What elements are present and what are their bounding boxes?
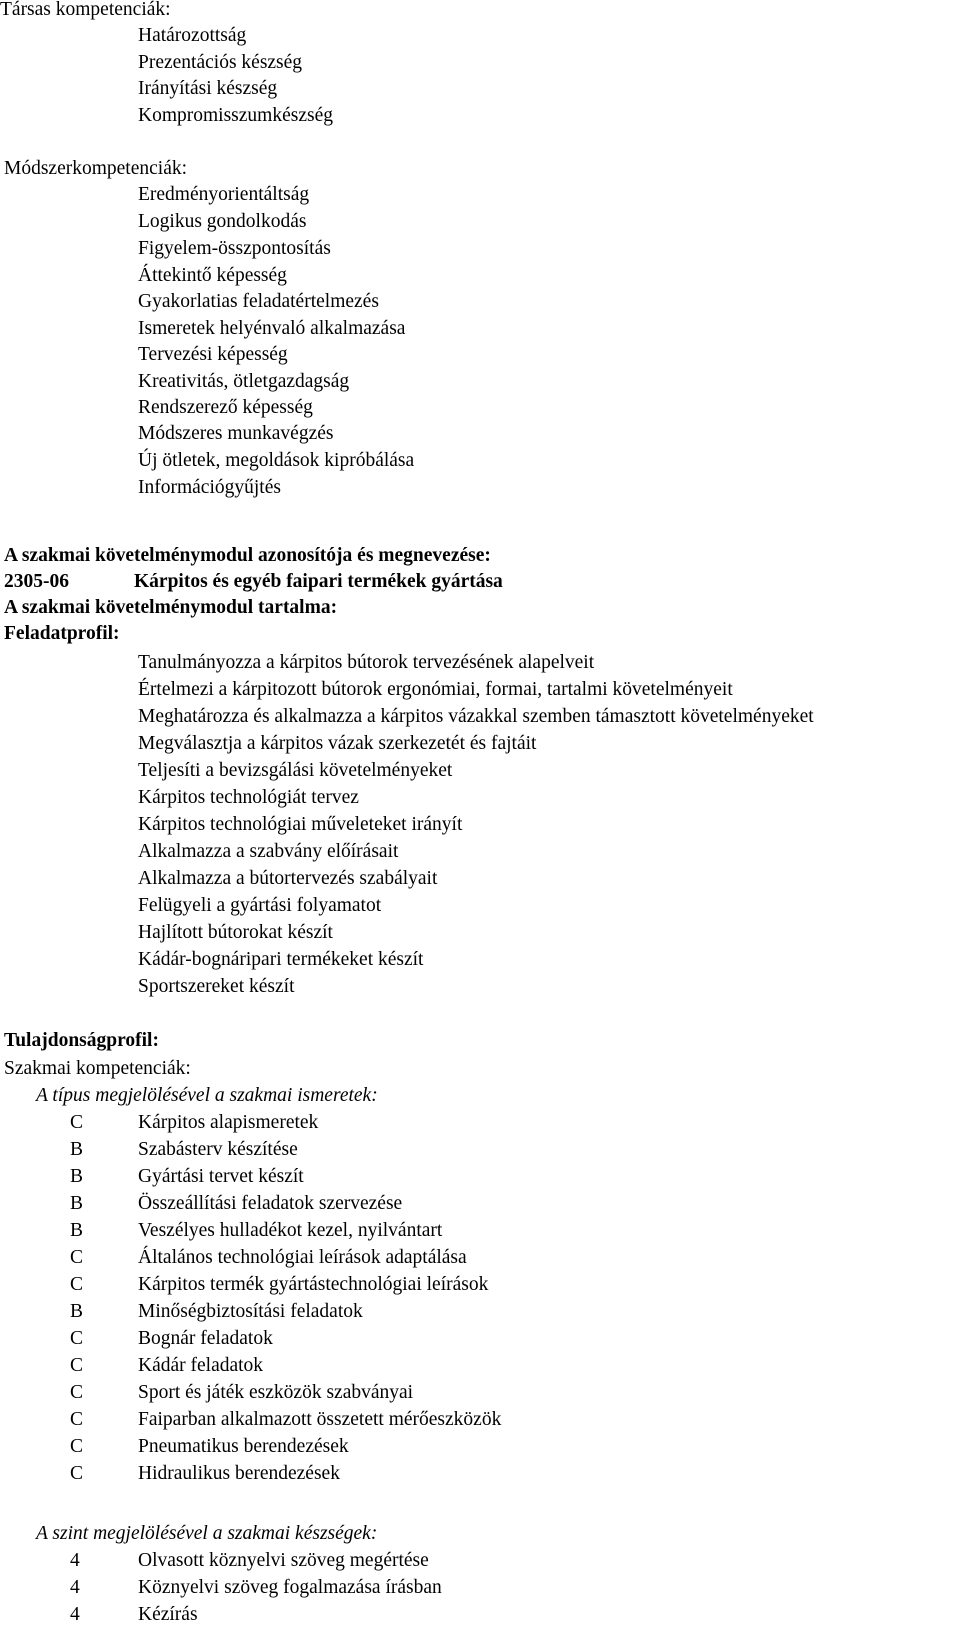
knowledge-text: Kárpitos termék gyártástechnológiai leírások (138, 1274, 489, 1295)
knowledge-row (0, 1406, 700, 1433)
knowledge-text: Szabásterv készítése (138, 1139, 298, 1160)
method-item: Tervezési képesség (138, 344, 288, 365)
social-item: Kompromisszumkészség (138, 105, 333, 126)
method-item: Ismeretek helyénvaló alkalmazása (138, 318, 406, 339)
knowledge-row (0, 1244, 700, 1271)
method-item: Rendszerező képesség (138, 397, 313, 418)
skill-row (0, 1547, 700, 1574)
knowledge-type: C (70, 1382, 84, 1403)
knowledge-type: B (70, 1139, 84, 1160)
knowledge-row (0, 1325, 700, 1352)
method-item: Információgyűjtés (138, 477, 281, 498)
module-content-heading: A szakmai követelménymodul tartalma: (4, 597, 338, 618)
knowledge-type: C (70, 1355, 84, 1376)
task-item: Hajlított bútorokat készít (138, 922, 333, 943)
knowledge-text: Hidraulikus berendezések (138, 1463, 340, 1484)
knowledge-type: B (70, 1220, 84, 1241)
knowledge-text: Általános technológiai leírások adaptálása (138, 1247, 467, 1268)
task-item: Értelmezi a kárpitozott bútorok ergonómiai, formai, tartalmi követelményeit (138, 679, 733, 700)
knowledge-type: C (70, 1463, 84, 1484)
knowledge-type: C (70, 1247, 84, 1268)
knowledge-row (0, 1217, 700, 1244)
knowledge-row (0, 1460, 700, 1487)
module-id-heading: A szakmai követelménymodul azonosítója és megnevezése: (4, 545, 491, 566)
social-item: Irányítási készség (138, 78, 278, 99)
professional-competencies-heading: Szakmai kompetenciák: (4, 1058, 191, 1079)
method-item: Figyelem-összpontosítás (138, 238, 331, 259)
knowledge-type: C (70, 1409, 84, 1430)
social-item: Határozottság (138, 25, 247, 46)
task-item: Kádár-bognáripari termékeket készít (138, 949, 424, 970)
task-item: Meghatározza és alkalmazza a kárpitos vázakkal szemben támasztott követelményeket (138, 706, 814, 727)
knowledge-row (0, 1190, 700, 1217)
skill-text: Olvasott köznyelvi szöveg megértése (138, 1550, 429, 1571)
knowledge-text: Pneumatikus berendezések (138, 1436, 349, 1457)
skill-row (0, 1574, 700, 1601)
knowledge-text: Gyártási tervet készít (138, 1166, 304, 1187)
knowledge-row (0, 1271, 700, 1298)
task-item: Alkalmazza a szabvány előírásait (138, 841, 399, 862)
skill-level: 4 (70, 1550, 80, 1571)
task-item: Felügyeli a gyártási folyamatot (138, 895, 382, 916)
knowledge-row (0, 1109, 700, 1136)
knowledge-type: B (70, 1193, 84, 1214)
knowledge-row (0, 1352, 700, 1379)
skills-heading: A szint megjelölésével a szakmai készségek: (36, 1523, 378, 1544)
knowledge-text: Kárpitos alapismeretek (138, 1112, 319, 1133)
method-item: Logikus gondolkodás (138, 211, 307, 232)
method-competencies-heading: Módszerkompetenciák: (4, 158, 188, 179)
knowledge-type: C (70, 1274, 84, 1295)
task-item: Megválasztja a kárpitos vázak szerkezetét és fajtáit (138, 733, 537, 754)
knowledge-text: Kádár feladatok (138, 1355, 264, 1376)
skill-level: 4 (70, 1604, 80, 1625)
knowledge-text: Veszélyes hulladékot kezel, nyilvántart (138, 1220, 443, 1241)
method-item: Gyakorlatias feladatértelmezés (138, 291, 379, 312)
task-item: Tanulmányozza a kárpitos bútorok tervezésének alapelveit (138, 652, 595, 673)
skill-row (0, 1601, 700, 1628)
task-item: Sportszereket készít (138, 976, 295, 997)
social-item: Prezentációs készség (138, 52, 303, 73)
skill-text: Kézírás (138, 1604, 198, 1625)
skill-level: 4 (70, 1577, 80, 1598)
property-profile-heading: Tulajdonságprofil: (4, 1030, 159, 1051)
knowledge-text: Minőségbiztosítási feladatok (138, 1301, 363, 1322)
module-code-line (4, 568, 704, 595)
knowledge-text: Bognár feladatok (138, 1328, 273, 1349)
method-item: Új ötletek, megoldások kipróbálása (138, 450, 415, 471)
knowledge-type: C (70, 1112, 84, 1133)
knowledge-row (0, 1136, 700, 1163)
knowledge-type: C (70, 1328, 84, 1349)
skill-text: Köznyelvi szöveg fogalmazása írásban (138, 1577, 442, 1598)
knowledge-text: Sport és játék eszközök szabványai (138, 1382, 414, 1403)
knowledge-text: Faiparban alkalmazott összetett mérőeszközök (138, 1409, 502, 1430)
knowledge-row (0, 1433, 700, 1460)
method-item: Kreativitás, ötletgazdagság (138, 371, 350, 392)
knowledge-type: C (70, 1436, 84, 1457)
task-item: Alkalmazza a bútortervezés szabályait (138, 868, 438, 889)
knowledge-row (0, 1298, 700, 1325)
method-item: Módszeres munkavégzés (138, 423, 334, 444)
method-item: Eredményorientáltság (138, 184, 310, 205)
social-competencies-heading: Társas kompetenciák: (0, 0, 171, 20)
module-code: 2305-06 (4, 571, 69, 592)
knowledge-text: Összeállítási feladatok szervezése (138, 1193, 403, 1214)
knowledge-row (0, 1163, 700, 1190)
task-item: Kárpitos technológiai műveleteket irányít (138, 814, 463, 835)
method-item: Áttekintő képesség (138, 265, 287, 286)
task-item: Kárpitos technológiát tervez (138, 787, 359, 808)
knowledge-row (0, 1379, 700, 1406)
knowledge-heading: A típus megjelölésével a szakmai ismeretek: (36, 1085, 378, 1106)
knowledge-type: B (70, 1301, 84, 1322)
module-name: Kárpitos és egyéb faipari termékek gyártása (134, 571, 503, 592)
task-profile-heading: Feladatprofil: (4, 623, 120, 644)
task-item: Teljesíti a bevizsgálási követelményeket (138, 760, 453, 781)
knowledge-type: B (70, 1166, 84, 1187)
